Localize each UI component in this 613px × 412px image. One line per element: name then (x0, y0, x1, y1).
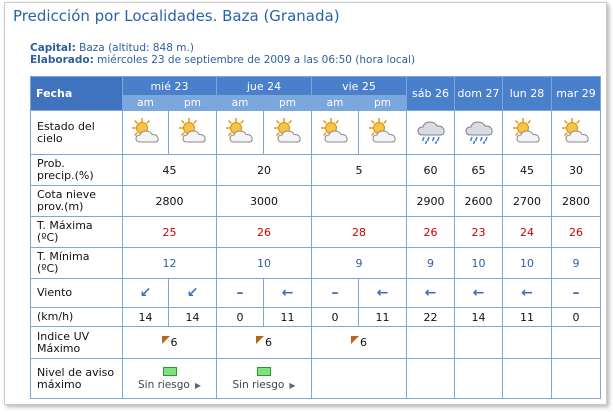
wind-arrow-icon: ← (503, 279, 552, 308)
empty-cell (407, 327, 455, 359)
wind-speed: 22 (407, 308, 455, 327)
wind-arrow-icon: ↙ (169, 279, 217, 308)
tmax-value: 26 (217, 217, 312, 248)
wind-speed: 14 (123, 308, 169, 327)
am-label: am (217, 96, 264, 111)
row-label-viento: Viento (31, 279, 123, 308)
play-arrow-icon: ▶ (194, 380, 201, 390)
sun-cloud-icon (503, 111, 552, 155)
green-level-icon (257, 367, 271, 376)
tmax-value: 26 (552, 217, 601, 248)
tmax-row (31, 217, 601, 248)
tmin-value: 12 (123, 248, 217, 279)
uv-value: 6 (170, 336, 178, 349)
cota-value: 2700 (503, 186, 552, 217)
empty-cell (455, 327, 503, 359)
risk-level-link[interactable] (217, 359, 312, 399)
capital-value: Baza (altitud: 848 m.) (79, 42, 194, 54)
sun-cloud-icon (169, 111, 217, 155)
tmin-value: 9 (407, 248, 455, 279)
wind-arrow-icon: ← (407, 279, 455, 308)
risk-text: Sin riesgo (138, 378, 190, 391)
row-label-cota: Cota nieve prov.(m) (31, 186, 123, 217)
uv-level-icon (162, 336, 170, 344)
cota-value (312, 186, 407, 217)
wind-speed: 14 (455, 308, 503, 327)
prob-value: 30 (552, 155, 601, 186)
pm-label: pm (169, 96, 217, 111)
sun-cloud-icon (312, 111, 359, 155)
wind-speed: 0 (552, 308, 601, 327)
tmax-value: 25 (123, 217, 217, 248)
empty-cell (552, 327, 601, 359)
fecha-header: Fecha (31, 77, 123, 111)
sun-cloud-icon (264, 111, 312, 155)
empty-cell (503, 327, 552, 359)
cota-value: 2800 (552, 186, 601, 217)
elaborado-line (30, 54, 415, 66)
empty-cell (552, 359, 601, 399)
uv-cell (312, 327, 407, 359)
uv-value: 6 (265, 336, 272, 349)
tmin-value: 9 (552, 248, 601, 279)
cota-value: 2800 (123, 186, 217, 217)
am-label: am (123, 96, 169, 111)
sky-row (31, 111, 601, 155)
wind-row (31, 279, 601, 308)
capital-line (30, 42, 194, 54)
prob-row (31, 155, 601, 186)
rain-cloud-icon (455, 111, 503, 155)
tmin-value: 9 (312, 248, 407, 279)
row-label-kmh: (km/h) (31, 308, 123, 327)
prob-value: 60 (407, 155, 455, 186)
page-title: Predicción por Localidades. Baza (Granada) (13, 7, 340, 25)
uv-level-icon (256, 336, 264, 344)
row-label-uv: Indice UV Máximo (31, 327, 123, 359)
cota-value: 2900 (407, 186, 455, 217)
wind-calm-icon: – (312, 279, 359, 308)
wind-arrow-icon: ↙ (123, 279, 169, 308)
day-header-3: sáb 26 (407, 77, 455, 111)
empty-cell (503, 359, 552, 399)
tmin-row (31, 248, 601, 279)
tmin-value: 10 (503, 248, 552, 279)
row-label-aviso: Nivel de aviso máximo (31, 359, 123, 399)
prob-value: 20 (217, 155, 312, 186)
wind-speed: 11 (503, 308, 552, 327)
day-header-2: vie 25 (312, 77, 407, 96)
sun-cloud-icon (552, 111, 601, 155)
tmax-value: 23 (455, 217, 503, 248)
day-header-6: mar 29 (552, 77, 601, 111)
green-level-icon (163, 367, 177, 376)
empty-cell (312, 359, 407, 399)
sun-cloud-icon (123, 111, 169, 155)
wind-speed: 11 (359, 308, 407, 327)
risk-level-link[interactable] (123, 359, 217, 399)
wind-calm-icon: – (552, 279, 601, 308)
empty-cell (407, 359, 455, 399)
row-label-estado: Estado del cielo (31, 111, 123, 155)
tmax-value: 26 (407, 217, 455, 248)
tmin-value: 10 (455, 248, 503, 279)
tmin-value: 10 (217, 248, 312, 279)
aviso-row (31, 359, 601, 399)
uv-cell (123, 327, 217, 359)
wind-speed: 11 (264, 308, 312, 327)
wind-arrow-icon: ← (264, 279, 312, 308)
cota-value: 3000 (217, 186, 312, 217)
row-label-tmax: T. Máxima (ºC) (31, 217, 123, 248)
uv-value: 6 (360, 336, 367, 349)
play-arrow-icon: ▶ (289, 380, 296, 390)
wind-speed-row (31, 308, 601, 327)
day-header-0: mié 23 (123, 77, 217, 96)
uv-cell (217, 327, 312, 359)
risk-text: Sin riesgo (232, 378, 285, 391)
am-label: am (312, 96, 359, 111)
tmax-value: 24 (503, 217, 552, 248)
prob-value: 45 (503, 155, 552, 186)
empty-cell (455, 359, 503, 399)
capital-label: Capital: (30, 42, 76, 54)
row-label-tmin: T. Mínima (ºC) (31, 248, 123, 279)
day-header-4: dom 27 (455, 77, 503, 111)
forecast-table (30, 76, 601, 399)
day-header-1: jue 24 (217, 77, 312, 96)
elaborado-label: Elaborado: (30, 54, 94, 66)
uv-level-icon (351, 336, 359, 344)
day-header-5: lun 28 (503, 77, 552, 111)
wind-speed: 0 (312, 308, 359, 327)
prob-value: 65 (455, 155, 503, 186)
elaborado-value: miércoles 23 de septiembre de 2009 a las 06:50 (hora local) (97, 54, 416, 66)
uv-row (31, 327, 601, 359)
wind-arrow-icon: ← (455, 279, 503, 308)
cota-row (31, 186, 601, 217)
sun-cloud-icon (359, 111, 407, 155)
pm-label: pm (359, 96, 407, 111)
row-label-prob: Prob. precip.(%) (31, 155, 123, 186)
wind-arrow-icon: ← (359, 279, 407, 308)
prob-value: 5 (312, 155, 407, 186)
sun-cloud-icon (217, 111, 264, 155)
wind-speed: 0 (217, 308, 264, 327)
rain-cloud-icon (407, 111, 455, 155)
wind-calm-icon: – (217, 279, 264, 308)
cota-value: 2600 (455, 186, 503, 217)
tmax-value: 28 (312, 217, 407, 248)
prob-value: 45 (123, 155, 217, 186)
pm-label: pm (264, 96, 312, 111)
wind-speed: 14 (169, 308, 217, 327)
